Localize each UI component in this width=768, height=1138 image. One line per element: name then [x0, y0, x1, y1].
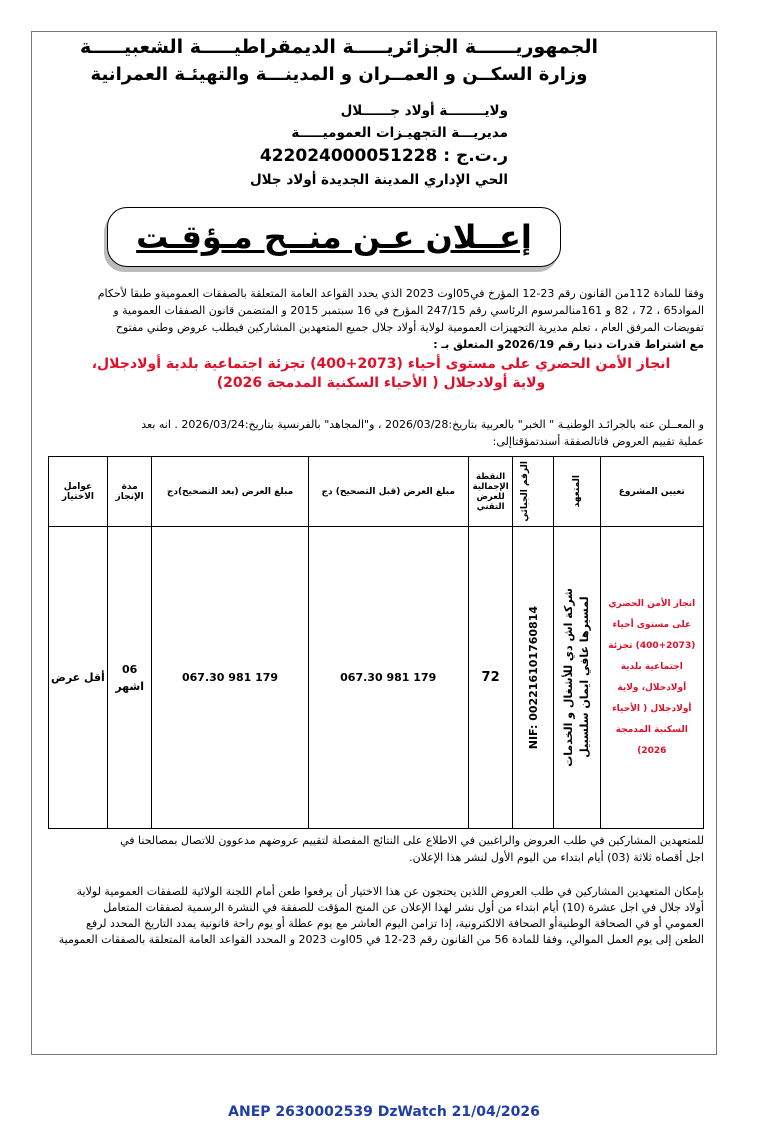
cell-tax-number: NIF: 002216101760814 [513, 527, 554, 829]
cell-criteria: أقل عرض [49, 527, 108, 829]
project-heading [58, 355, 704, 393]
appeal-line: بإمكان المتعهدين المشاركين في طلب العروض اللذين يحتجون عن هذا الاختيار أن يرفعوا طعن أمام اللجنة الولائية للصفقات العمومية لولاية [76, 885, 704, 898]
contractor-line: لمسيرها عافي ايمان سلسبيل [577, 596, 591, 759]
invite-paragraph [58, 832, 704, 866]
header-criteria: عوامل الاختيار [49, 457, 108, 527]
cell-score: 72 [468, 527, 513, 829]
intro-paragraph [58, 285, 704, 353]
ministry-title: وزارة السكــن و العمــران و المدينـــة والتهيئـة العمرانية [90, 64, 588, 85]
header-duration: مدة الإنجاز [107, 457, 152, 527]
appeal-line: العمومي أو في الصحافة الوطنيةأو الصحافة الالكترونية، إذا تزامن اليوم العاشر مع يوم عطلة أو يوم راحة قانونية يمدد التاريخ المحدد لرفع [86, 917, 704, 930]
invite-line: اجل أقصاه ثلاثة (03) أيام ابتداء من اليوم الأول لنشر هذا الإعلان. [409, 851, 704, 864]
intro-line: مع اشتراط قدرات دنيا رقم 2026/19و المتعلق بـ : [433, 338, 704, 351]
header-contractor: المتعهد [553, 457, 600, 527]
announcement-title-box [107, 207, 561, 267]
appeal-paragraph [58, 884, 704, 948]
project-heading-line: ولاية أولادجلال ( الأحياء السكنية المدمجة 2026) [216, 375, 546, 391]
intro-line: تفويضات المرفق العام ، تعلم مديرية التجهيزات العمومية لولاية أولاد جلال جميع المتعهدين المشاركين فيطلب عروض وطني مفتوح [115, 321, 704, 334]
tax-id: ر.ت.ج : 422024000051228 [259, 146, 508, 166]
anep-footer: ANEP 2630002539 DzWatch 21/04/2026 [228, 1104, 540, 1120]
address: الحي الإداري المدينة الجديدة أولاد جلال [249, 172, 508, 188]
table-row [49, 527, 704, 829]
header-amount-before: مبلغ العرض (قبل التصحيح) دج [308, 457, 468, 527]
award-table [48, 456, 704, 829]
cell-duration: 06 اشهر [107, 527, 152, 829]
intro-line: وفقا للمادة 112من القانون رقم 23-12 المؤرخ في05اوت 2023 الذي يحدد القواعد العامة المتعلقة بالصفقات العموميةو طبقا لأحكام [97, 287, 704, 300]
wilaya-name: ولايــــــــة أولاد جــــــلال [340, 103, 508, 119]
header-tax-number: الرقم الجبائي [513, 457, 554, 527]
publication-line: عملية تقييم العروض فاتالصفقة أسندتمؤقتاإلى: [492, 435, 704, 448]
project-heading-line: انجاز الأمن الحضري على مستوى أحياء (2073+400) تجزئة اجتماعية بلدية أولادجلال، [91, 356, 671, 372]
publication-line: و المعــلن عنه بالجرائـد الوطنيـة " الخبر" بالعربية بتاريخ:2026/03/28 ، و"المجاهد" بالفرنسية بتاريخ:2026/03/24 . انه بعد [141, 418, 704, 431]
intro-line: المواد65 ، 72 ، 82 و 161منالمرسوم الرئاسي رقم 247/15 المؤرخ في 16 سبتمبر 2015 و المتضمن قانون الصفقات العمومية و [113, 304, 704, 317]
republic-title: الجمهوريــــــة الجزائريـــــة الديمقراطيـــــة الشعبيـــــة [79, 36, 599, 58]
cell-project: انجاز الأمن الحضري على مستوى أحياء (2073+400) تجزئة اجتماعية بلدية أولادجلال، ولاية أولادجلال ( الأحياء السكنية المدمجة 2026) [600, 527, 703, 829]
cell-amount-before: 179 981 067.30 [308, 527, 468, 829]
appeal-line: الطعن إلى يوم العمل الموالي، وفقا للمادة 56 من القانون رقم 23-12 في 05اوت 2023 و المحدد القواعد العامة المتعلقة بالصفقات العمومية [58, 933, 704, 946]
publication-paragraph [58, 416, 704, 450]
cell-contractor [553, 527, 600, 829]
header-project: تعيين المشروع [600, 457, 703, 527]
appeal-line: أولاد جلال في اجل عشرة (10) أيام ابتداء من أول نشر لهذا الإعلان عن المنح المؤقت للصفقة في النشرة الرسمية لصفقات المتعامل [103, 901, 704, 914]
announcement-title: إعــلان عـن منــح مـؤقـت [136, 218, 532, 256]
header-amount-after: مبلغ العرض (بعد التصحيح)دج [152, 457, 308, 527]
header-score: النقطة الإجمالية للعرض التقني [468, 457, 513, 527]
contractor-line: شركة اش دي للأشغال و الخدمات [561, 588, 575, 767]
cell-amount-after: 179 981 067.30 [152, 527, 308, 829]
directorate-name: مديريـــة التجهيـزات العموميـــــة [291, 125, 508, 141]
invite-line: للمتعهدين المشاركين في طلب العروض والراغبين في الاطلاع على النتائج المفصلة لتقييم عروضهم مدعوون للاتصال بمصالحنا في [120, 834, 704, 847]
